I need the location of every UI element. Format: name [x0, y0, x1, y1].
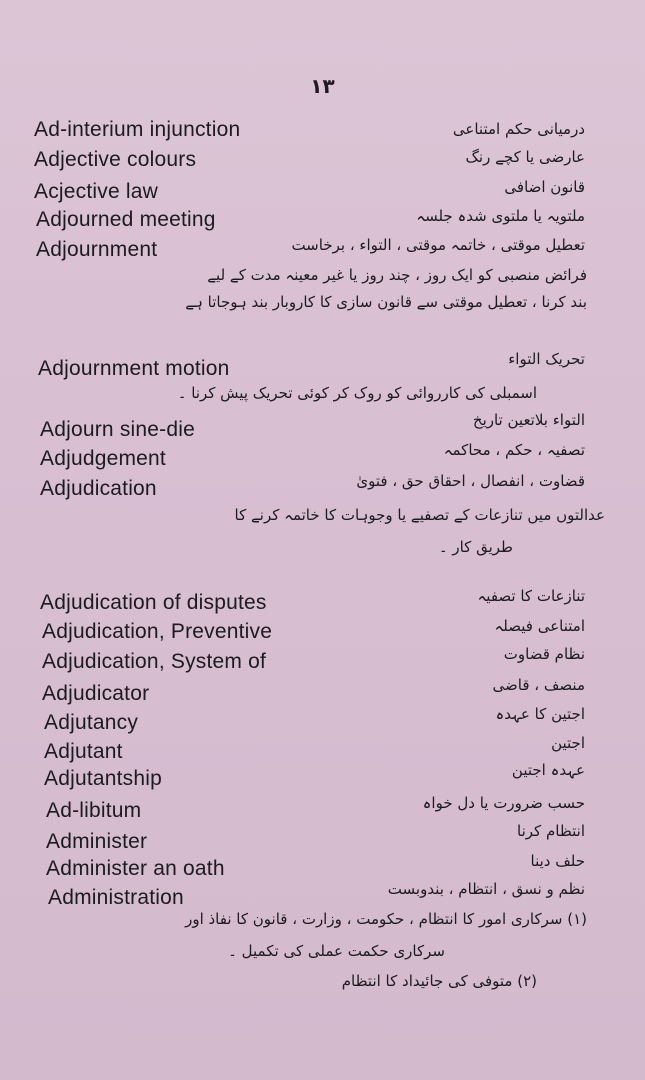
term-adjudgement: Adjudgement	[40, 447, 166, 470]
term-administration: Administration	[48, 886, 184, 909]
urdu-adjudication-preventive: امتناعی فیصلہ	[494, 617, 585, 635]
term-ad-libitum: Ad-libitum	[46, 799, 142, 822]
term-adjudication-preventive: Adjudication, Preventive	[42, 620, 273, 643]
note-adjudication-line2: طریق کار ۔	[438, 538, 513, 556]
term-adjournment: Adjournment	[36, 238, 158, 261]
term-adjourned-meeting: Adjourned meeting	[36, 208, 216, 231]
term-adjective-colours: Adjective colours	[34, 148, 197, 171]
urdu-administration: نظم و نسق ، انتظام ، بندوبست	[387, 880, 585, 898]
term-adjudication-system-of: Adjudication, System of	[42, 650, 267, 673]
note-administration-line1: (۱) سرکاری امور کا انتظام ، حکومت ، وزارت ، قانون کا نفاذ اور	[185, 910, 587, 928]
urdu-adjourn-sine-die: التواء بلاتعین تاریخ	[472, 411, 585, 429]
term-adjourn-sine-die: Adjourn sine-die	[40, 418, 195, 441]
urdu-adjective-colours: عارضی یا کچے رنگ	[465, 148, 585, 166]
urdu-adjudication-of-disputes: تنازعات کا تصفیہ	[477, 587, 585, 605]
term-adjudicator: Adjudicator	[42, 682, 150, 705]
urdu-ad-interium-injunction: درمیانی حکم امتناعی	[452, 120, 585, 138]
term-adjudication: Adjudication	[40, 477, 157, 500]
term-adjutantship: Adjutantship	[44, 767, 162, 790]
term-administer-an-oath: Administer an oath	[46, 857, 225, 880]
urdu-acjective-law: قانون اضافی	[504, 178, 585, 196]
note-adjournment-line2: بند کرنا ، تعطیل موقتی سے قانون سازی کا کاروبار بند ہوجاتا ہے	[185, 293, 587, 311]
term-ad-interium-injunction: Ad-interium injunction	[34, 118, 241, 141]
term-adjutancy: Adjutancy	[44, 711, 139, 734]
urdu-adjudication: قضاوت ، انفصال ، احقاق حق ، فتویٰ	[356, 472, 585, 490]
urdu-administer: انتظام کرنا	[517, 822, 585, 840]
note-adjournment-line1: فرائض منصبی کو ایک روز ، چند روز یا غیر معینہ مدت کے لیے	[207, 266, 587, 284]
urdu-adjourned-meeting: ملتویہ یا ملتوی شدہ جلسہ	[416, 207, 585, 225]
urdu-adjudication-system-of: نظام قضاوت	[503, 645, 585, 663]
urdu-adjudicator: منصف ، قاضی	[492, 676, 585, 694]
urdu-adjournment: تعطیل موقتی ، خاتمہ موقتی ، التواء ، برخاست	[291, 236, 585, 254]
term-adjutant: Adjutant	[44, 740, 123, 763]
urdu-adjutantship: عہدہ اجتین	[511, 761, 585, 779]
urdu-adjudgement: تصفیہ ، حکم ، محاکمہ	[443, 441, 585, 459]
urdu-ad-libitum: حسب ضرورت یا دل خواہ	[422, 794, 585, 812]
urdu-adjutant: اجتین	[551, 734, 585, 752]
term-adjournment-motion: Adjournment motion	[38, 357, 230, 380]
note-adjudication-line1: عدالتوں میں تنازعات کے تصفیے یا وجوہات کا خاتمہ کرنے کا	[234, 506, 605, 524]
note-administration-line3: (۲) متوفی کی جائیداد کا انتظام	[341, 972, 537, 990]
term-adjudication-of-disputes: Adjudication of disputes	[40, 591, 267, 614]
note-adjournment-motion: اسمبلی کی کارروائی کو روک کر کوئی تحریک پیش کرنا ۔	[177, 384, 537, 402]
page-number: ۱۳	[310, 74, 335, 98]
term-acjective-law: Acjective law	[34, 180, 158, 203]
urdu-adjournment-motion: تحریک التواء	[508, 350, 585, 368]
urdu-administer-an-oath: حلف دینا	[530, 852, 585, 870]
urdu-adjutancy: اجتین کا عہدہ	[495, 705, 585, 723]
term-administer: Administer	[46, 830, 148, 853]
note-administration-line2: سرکاری حکمت عملی کی تکمیل ۔	[228, 942, 445, 960]
